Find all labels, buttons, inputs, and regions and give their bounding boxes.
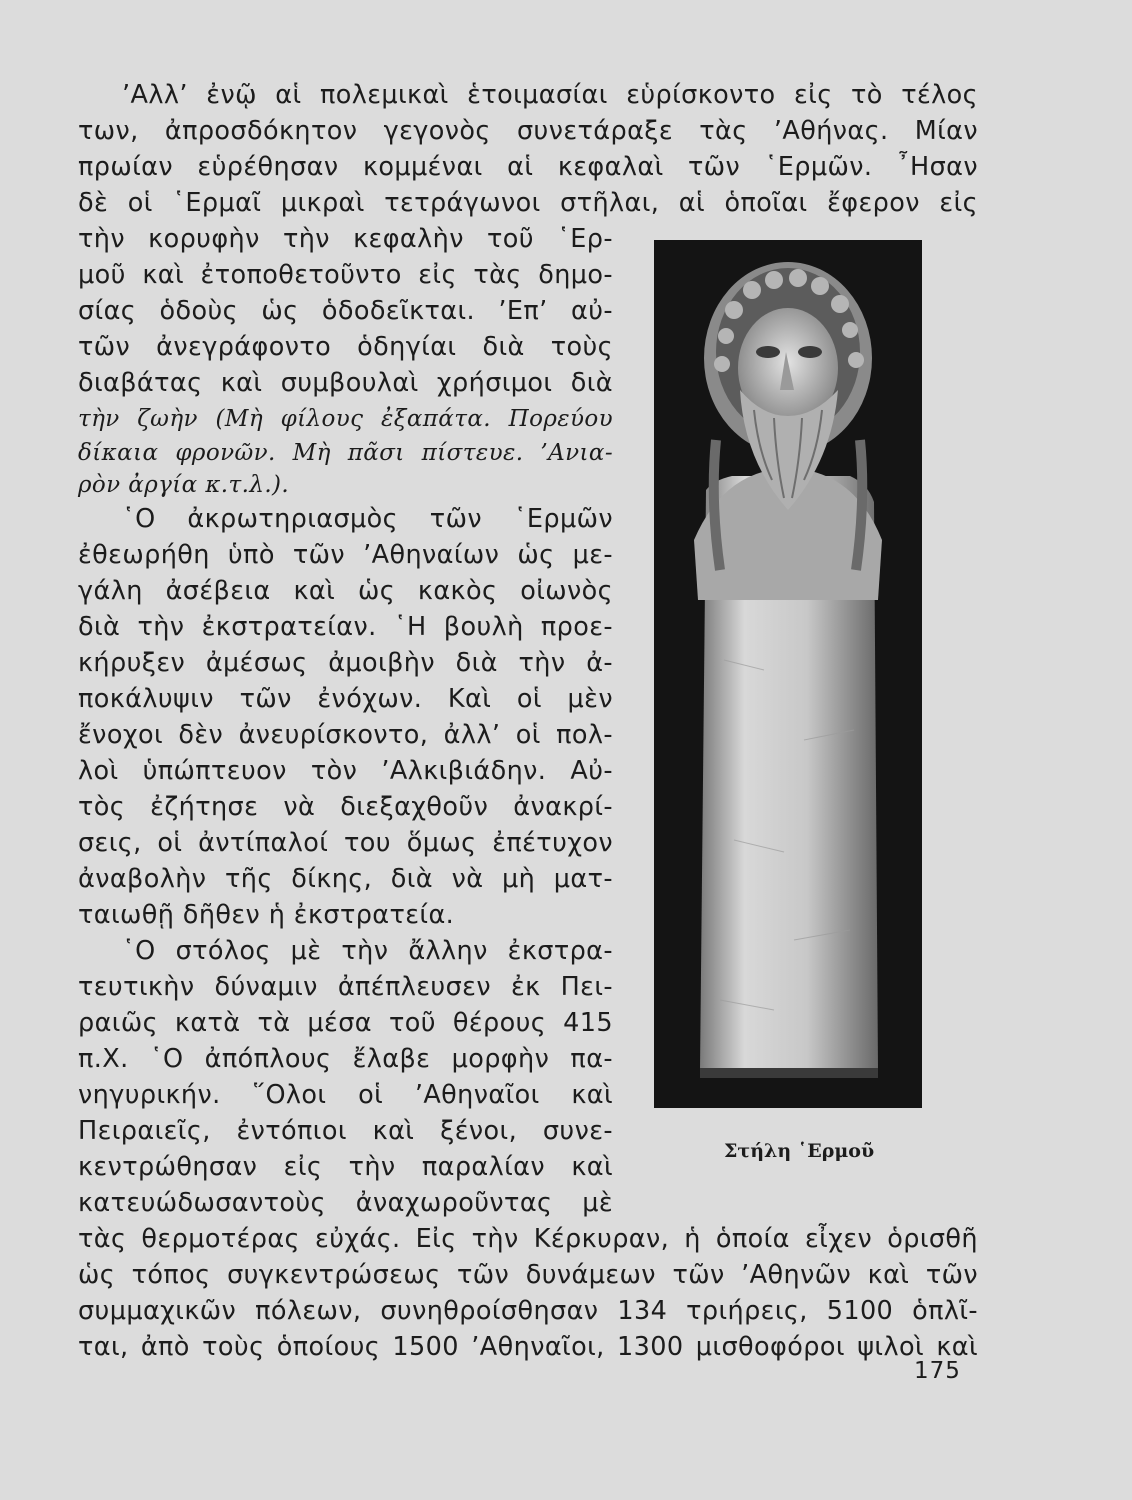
text-line: ἔνοχοι δὲν ἀνευρίσκοντο, ἀλλ’ οἱ πολ-: [78, 720, 613, 750]
text-line: ῾Ο στόλος μὲ τὴν ἄλλην ἐκστρα-: [122, 936, 613, 966]
herm-statue-icon: [654, 240, 922, 1108]
text-line: των, ἀπροσδόκητον γεγονὸς συνετάραξε τὰς ’Αθήνας. Μίαν: [78, 116, 978, 146]
text-line: ποκάλυψιν τῶν ἐνόχων. Καὶ οἱ μὲν: [78, 684, 613, 714]
figure-caption: Στήλη ῾Ερμοῦ: [724, 1140, 875, 1162]
text-line: κεντρώθησαν εἰς τὴν παραλίαν καὶ: [78, 1152, 613, 1182]
text-line: ἐθεωρήθη ὑπὸ τῶν ’Αθηναίων ὡς με-: [78, 540, 613, 570]
text-line: τὸς ἐζήτησε νὰ διεξαχθοῦν ἀνακρί-: [78, 792, 613, 822]
text-line: ραιῶς κατὰ τὰ μέσα τοῦ θέρους 415: [78, 1008, 613, 1038]
text-line: ῾Ο ἀκρωτηριασμὸς τῶν ῾Ερμῶν: [122, 504, 613, 534]
text-line: κατευώδωσαντοὺς ἀναχωροῦντας μὲ: [78, 1188, 613, 1218]
text-line: μοῦ καὶ ἐτοποθετοῦντο εἰς τὰς δημο-: [78, 260, 613, 290]
text-line: νηγυρικήν. ῞Ολοι οἱ ’Αθηναῖοι καὶ: [78, 1080, 613, 1110]
text-line: κήρυξεν ἀμέσως ἀμοιβὴν διὰ τὴν ἀ-: [78, 648, 613, 678]
text-line: Πειραιεῖς, ἐντόπιοι καὶ ξένοι, συνε-: [78, 1116, 613, 1146]
text-line: ρὸν ἀργία κ.τ.λ.).: [78, 472, 290, 498]
text-line: διαβάτας καὶ συμβουλαὶ χρήσιμοι διὰ: [78, 368, 613, 398]
text-line: ’Αλλ’ ἐνῷ αἱ πολεμικαὶ ἑτοιμασίαι εὑρίσκοντο εἰς τὸ τέλος: [122, 80, 978, 110]
text-line: δίκαια φρονῶν. Μὴ πᾶσι πίστευε. ’Ανια-: [78, 440, 613, 466]
text-line: διὰ τὴν ἐκστρατείαν. ῾Η βουλὴ προε-: [78, 612, 613, 642]
text-line: λοὶ ὑπώπτευον τὸν ’Αλκιβιάδην. Αὐ-: [78, 756, 613, 786]
text-line: γάλη ἀσέβεια καὶ ὡς κακὸς οἰωνὸς: [78, 576, 613, 606]
text-line: δὲ οἱ ῾Ερμαῖ μικραὶ τετράγωνοι στῆλαι, αἱ ὁποῖαι ἔφερον εἰς: [78, 188, 978, 218]
herm-photo: [654, 240, 922, 1108]
page-number: 175: [914, 1358, 961, 1384]
text-line: συμμαχικῶν πόλεων, συνηθροίσθησαν 134 τριήρεις, 5100 ὁπλῖ-: [78, 1296, 978, 1326]
text-line: σεις, οἱ ἀντίπαλοί του ὅμως ἐπέτυχον: [78, 828, 613, 858]
text-line: πρωίαν εὑρέθησαν κομμέναι αἱ κεφαλαὶ τῶν ῾Ερμῶν. ῏Ησαν: [78, 152, 978, 182]
text-line: τῶν ἀνεγράφοντο ὁδηγίαι διὰ τοὺς: [78, 332, 613, 362]
text-line: τὴν κορυφὴν τὴν κεφαλὴν τοῦ ῾Ερ-: [78, 224, 613, 254]
text-line: τὰς θερμοτέρας εὐχάς. Εἰς τὴν Κέρκυραν, ἡ ὁποία εἶχεν ὁρισθῆ: [78, 1224, 978, 1254]
text-line: τὴν ζωὴν (Μὴ φίλους ἐξαπάτα. Πορεύου: [78, 406, 613, 432]
text-line: σίας ὁδοὺς ὡς ὁδοδεῖκται. ’Επ’ αὐ-: [78, 296, 613, 326]
text-line: ται, ἀπὸ τοὺς ὁποίους 1500 ’Αθηναῖοι, 1300 μισθοφόροι ψιλοὶ καὶ: [78, 1332, 978, 1362]
text-line: π.Χ. ῾Ο ἀπόπλους ἔλαβε μορφὴν πα-: [78, 1044, 613, 1074]
text-line: ὡς τόπος συγκεντρώσεως τῶν δυνάμεων τῶν ’Αθηνῶν καὶ τῶν: [78, 1260, 978, 1290]
text-line: τευτικὴν δύναμιν ἀπέπλευσεν ἐκ Πει-: [78, 972, 613, 1002]
text-line: ταιωθῇ δῆθεν ἡ ἐκστρατεία.: [78, 900, 455, 930]
text-line: ἀναβολὴν τῆς δίκης, διὰ νὰ μὴ ματ-: [78, 864, 613, 894]
